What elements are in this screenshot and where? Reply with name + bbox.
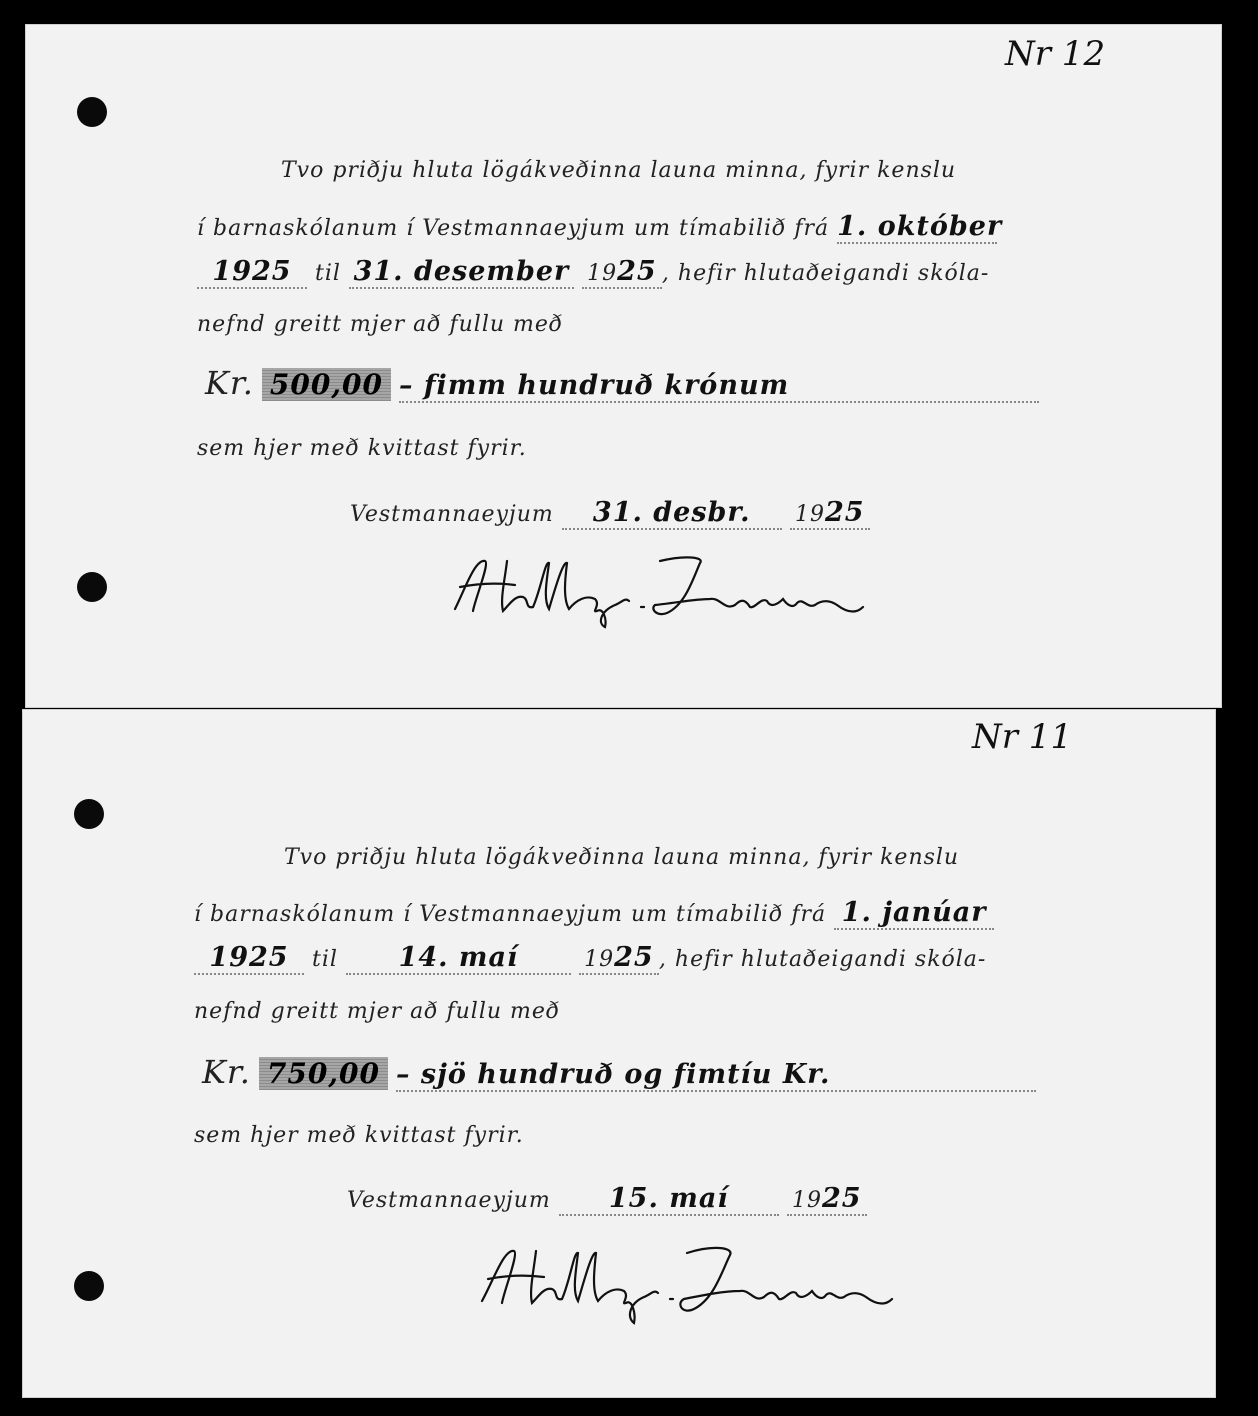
amount-line xyxy=(205,364,1039,403)
place-label: Vestmannaeyjum xyxy=(347,1188,551,1213)
intro-line-3-text: , hefir hlutaðeigandi skóla- xyxy=(658,947,987,972)
intro-line-2-text: í barnaskólanum í Vestmannaeyjum um tímabilið frá xyxy=(197,216,830,241)
sign-year-suffix: 25 xyxy=(824,497,865,528)
punch-hole xyxy=(77,572,107,602)
amount-value: 750,00 xyxy=(259,1057,388,1090)
amount-words: – fimm hundruð krónum xyxy=(399,370,1039,403)
receipt-card-11 xyxy=(22,709,1216,1398)
signature-drawing xyxy=(445,549,865,629)
intro-line-1: Tvo priðju hluta lögákveðinna launa minna, fyrir kenslu xyxy=(284,845,960,870)
amount-words: – sjö hundruð og fimtíu Kr. xyxy=(396,1059,1036,1092)
intro-line-2 xyxy=(194,897,994,930)
punch-hole xyxy=(74,799,104,829)
sign-year xyxy=(787,1183,867,1216)
intro-line-2 xyxy=(197,211,1003,244)
closing-line: sem hjer með kvittast fyrir. xyxy=(197,436,527,461)
sign-year-suffix: 25 xyxy=(821,1183,862,1214)
to-year xyxy=(582,256,662,289)
til-label: til xyxy=(315,261,341,286)
signature-drawing xyxy=(472,1239,892,1329)
signature xyxy=(472,1239,892,1333)
sign-year-prefix: 19 xyxy=(791,1188,822,1213)
from-date: 1. janúar xyxy=(834,897,994,930)
from-year: 1925 xyxy=(194,942,304,975)
intro-line-1: Tvo priðju hluta lögákveðinna launa minna, fyrir kenslu xyxy=(281,158,957,183)
sign-year xyxy=(790,497,870,530)
date-line xyxy=(350,497,870,530)
intro-line-4: nefnd greitt mjer að fullu með xyxy=(194,999,561,1024)
sign-date: 31. desbr. xyxy=(562,497,782,530)
to-year-prefix: 19 xyxy=(587,261,618,286)
receipt-number: Nr 12 xyxy=(1005,34,1106,74)
receipt-number: Nr 11 xyxy=(972,717,1073,757)
til-label: til xyxy=(312,947,338,972)
punch-hole xyxy=(74,1271,104,1301)
receipt-card-12 xyxy=(25,24,1222,708)
from-date: 1. október xyxy=(837,211,1003,242)
punch-hole xyxy=(77,97,107,127)
intro-line-4: nefnd greitt mjer að fullu með xyxy=(197,312,564,337)
intro-line-3 xyxy=(197,256,989,289)
closing-line: sem hjer með kvittast fyrir. xyxy=(194,1123,524,1148)
amount-value: 500,00 xyxy=(262,368,391,401)
kr-label: Kr. xyxy=(205,364,254,402)
intro-line-2-text: í barnaskólanum í Vestmannaeyjum um tímabilið frá xyxy=(194,902,827,927)
place-label: Vestmannaeyjum xyxy=(350,502,554,527)
kr-label: Kr. xyxy=(202,1053,251,1091)
amount-line xyxy=(202,1053,1036,1092)
sign-date: 15. maí xyxy=(559,1183,779,1216)
date-line xyxy=(347,1183,867,1216)
intro-line-3 xyxy=(194,942,986,975)
signature xyxy=(445,549,865,633)
intro-line-3-text: , hefir hlutaðeigandi skóla- xyxy=(661,261,990,286)
to-year-suffix: 25 xyxy=(614,942,654,973)
sign-year-prefix: 19 xyxy=(794,502,825,527)
to-date: 31. desember xyxy=(349,256,574,289)
to-year-prefix: 19 xyxy=(584,947,615,972)
to-year xyxy=(579,942,659,975)
from-year: 1925 xyxy=(197,256,307,289)
to-date: 14. maí xyxy=(346,942,571,975)
to-year-suffix: 25 xyxy=(617,256,657,287)
